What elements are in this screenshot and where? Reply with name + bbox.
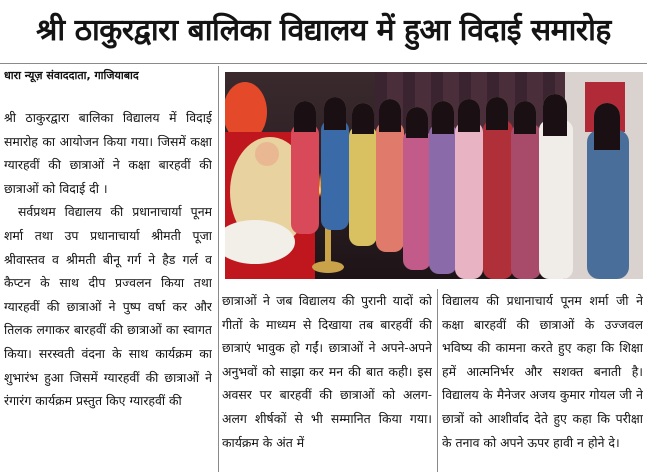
paragraph-intro: श्री ठाकुरद्वारा बालिका विद्यालय में विदाई समारोह का आयोजन किया गया। जिसमें कक्षा ग्यारहवीं की छात्राओं ने कक्षा बारहवीं की छात्राओं को विदाई दी । bbox=[4, 110, 212, 196]
byline: धारा न्यूज़ संवाददाता, गाजियाबाद bbox=[4, 69, 139, 82]
headline: श्री ठाकुरद्वारा बालिका विद्यालय में हुआ विदाई समारोह bbox=[36, 13, 611, 48]
headline-rule bbox=[0, 63, 647, 64]
event-photo bbox=[225, 72, 643, 279]
paragraph-memories: छात्राओं ने जब विद्यालय की पुरानी यादों को गीतों के माध्यम से दिखाया तब बारहवीं की छात्राएं भावुक हो गईं। छात्राओं ने अपने-अपने अनुभवों को साझा कर मन की बात कही। इस अवसर पर बारहवीं की छात्राओं को अलग-अलग शीर्षकों से भी सम्मानित किया गया। कार्यक्रम के अंत में bbox=[222, 293, 432, 450]
column-divider-right bbox=[437, 289, 438, 472]
column-divider-left bbox=[218, 66, 219, 472]
paragraph-main: सर्वप्रथम विद्यालय की प्रधानाचार्या पूनम शर्मा तथा उप प्रधानाचार्या श्रीमती पूजा श्रीवास्तव व श्रीमती बीनू गर्ग ने हैड गर्ल व कैप्टन के साथ दीप प्रज्वलन किया तथा ग्यारहवीं की छात्राओं ने पुष्प वर्षा कर और तिलक लगाकर बारहवीं की छात्राओं का स्वागत किया। सरस्वती वंदना के साथ कार्यक्रम का शुभारंभ हुआ जिसमें ग्यारहवीं की छात्राओं ने रंगारंग कार्यक्रम प्रस्तुत किए ग्यारहवीं की bbox=[4, 204, 212, 409]
article-column-1 bbox=[4, 106, 212, 472]
article-column-3 bbox=[442, 289, 643, 472]
article-column-2 bbox=[222, 289, 432, 472]
event-photo-illustration bbox=[225, 72, 643, 279]
paragraph-closing: विद्यालय की प्रधानाचार्य पूनम शर्मा जी ने कक्षा बारहवीं की छात्राओं के उज्जवल भविष्य की कामना करते हुए कहा कि शिक्षा हमें आत्मनिर्भर और सशक्त बनाती है। विद्यालय के मैनेजर अजय कुमार गोयल जी ने छात्रों को आशीर्वाद देते हुए कहा कि परीक्षा के तनाव को अपने ऊपर हावी न होने दे। bbox=[442, 293, 643, 450]
